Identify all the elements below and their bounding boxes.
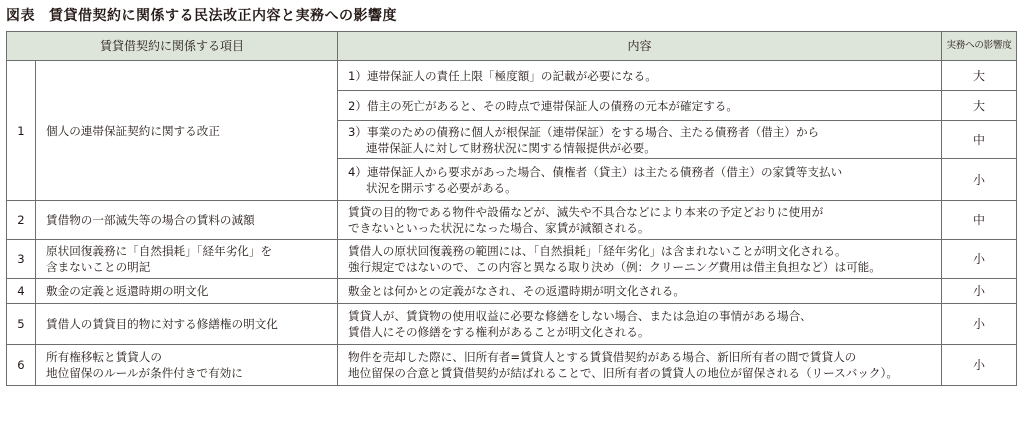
figure-title-text: 賃貸借契約に関係する民法改正内容と実務への影響度 — [49, 8, 397, 24]
row-item — [36, 240, 338, 279]
impact-level: 中 — [942, 201, 1017, 240]
figure-label: 図表 — [6, 8, 35, 24]
row-item-line: 個人の連帯保証契約に関する改正 — [46, 123, 220, 138]
content-line: 物件を売却した際に、旧所有者=賃貸人とする賃貸借契約がある場合、新旧所有者の間で賃貸人の — [348, 350, 857, 364]
content-line: 2）借主の死亡があると、その時点で連帯保証人の債務の元本が確定する。 — [348, 98, 738, 113]
table-row — [7, 279, 1017, 304]
content-line: 賃貸の目的物である物件や設備などが、滅失や不具合などにより本来の予定どおりに使用が — [348, 205, 824, 219]
content-line: 状況を開示する必要がある。 — [366, 180, 517, 195]
row-number: 1 — [7, 61, 36, 201]
row-item-line: 地位留保のルールが条件付きで有効に — [46, 366, 243, 380]
row-item-line: 賃借物の一部滅失等の場合の賃料の減額 — [46, 213, 255, 227]
law-reform-table — [6, 31, 1017, 386]
content-line: 賃借人の原状回復義務の範囲には、「自然損耗」「経年劣化」は含まれないことが明文化される。 — [348, 244, 847, 258]
row-content — [338, 279, 942, 304]
header-impact: 実務への影響度 — [942, 32, 1017, 61]
row-item-line: 賃借人の賃貸目的物に対する修繕権の明文化 — [46, 317, 278, 331]
row-item — [36, 61, 338, 201]
table-row — [7, 201, 1017, 240]
impact-level: 大 — [942, 91, 1017, 121]
impact-level: 大 — [942, 61, 1017, 91]
row-content — [338, 61, 942, 91]
row-item-line: 所有権移転と賃貸人の — [46, 350, 162, 364]
row-number: 2 — [7, 201, 36, 240]
content-line: 4）連帯保証人から要求があった場合、債権者（貸主）は主たる債務者（借主）の家賃等支払い — [348, 164, 843, 179]
row-item-line: 敷金の定義と返還時期の明文化 — [46, 284, 209, 298]
impact-level: 小 — [942, 279, 1017, 304]
content-line: 賃借人にその修繕をする権利があることが明文化される。 — [348, 325, 650, 339]
row-item — [36, 201, 338, 240]
table-header-row — [7, 32, 1017, 61]
row-content — [338, 121, 942, 159]
row-number: 3 — [7, 240, 36, 279]
content-line: 3）事業のための債務に個人が根保証（連帯保証）をする場合、主たる債務者（借主）から — [348, 124, 820, 139]
impact-level: 小 — [942, 240, 1017, 279]
row-item — [36, 345, 338, 386]
content-line: 敷金とは何かとの定義がなされ、その返還時期が明文化される。 — [348, 284, 685, 298]
row-content — [338, 304, 942, 345]
table-row — [7, 61, 1017, 91]
impact-level: 小 — [942, 345, 1017, 386]
content-line: 1）連帯保証人の責任上限「極度額」の記載が必要になる。 — [348, 68, 657, 83]
row-number: 6 — [7, 345, 36, 386]
impact-level: 小 — [942, 304, 1017, 345]
row-item-line: 原状回復義務に「自然損耗」「経年劣化」を — [46, 244, 273, 258]
row-content — [338, 345, 942, 386]
row-item-line: 含まないことの明記 — [46, 260, 151, 274]
table-row — [7, 345, 1017, 386]
header-content: 内容 — [338, 32, 942, 61]
row-number: 5 — [7, 304, 36, 345]
row-item — [36, 304, 338, 345]
table-row — [7, 240, 1017, 279]
row-number: 4 — [7, 279, 36, 304]
row-content — [338, 201, 942, 240]
row-content — [338, 91, 942, 121]
impact-level: 小 — [942, 159, 1017, 201]
table-row — [7, 304, 1017, 345]
figure-title — [6, 5, 397, 25]
content-line: 強行規定ではないので、この内容と異なる取り決め（例：クリーニング費用は借主負担など）は可能。 — [348, 260, 881, 274]
content-line: 地位留保の合意と賃貸借契約が結ばれることで、旧所有者の賃貸人の地位が留保される（リースバック）。 — [348, 366, 898, 380]
row-content — [338, 159, 942, 201]
content-line: 連帯保証人に対して財務状況に関する情報提供が必要。 — [366, 140, 656, 155]
content-line: できないといった状況になった場合、家賃が減額される。 — [348, 221, 650, 235]
row-content — [338, 240, 942, 279]
row-item — [36, 279, 338, 304]
impact-level: 中 — [942, 121, 1017, 159]
header-item: 賃貸借契約に関係する項目 — [7, 32, 338, 61]
content-line: 賃貸人が、賃貸物の使用収益に必要な修繕をしない場合、または急迫の事情がある場合、 — [348, 309, 812, 323]
